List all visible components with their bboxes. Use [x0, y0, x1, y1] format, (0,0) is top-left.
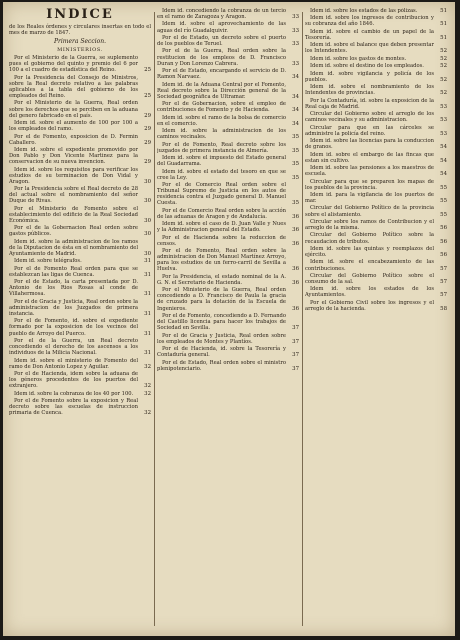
index-entry [157, 128, 299, 140]
index-entry [9, 279, 151, 297]
entry-page-number: 34 [292, 74, 299, 81]
column-rule [154, 12, 155, 626]
entry-text: Por el de Comercio Real orden sobre la acción de las aduanas de Aragon y de Andalucía. [157, 207, 286, 220]
entry-text: Circular del Gobierno Político sobre la recaudacion de tributos. [305, 232, 434, 245]
entry-text: Por el de Fomento sobre la exposicion y Real decreto sobre las escuelas de instruccion primaria de Cuenca. [9, 398, 138, 417]
index-entry [157, 8, 299, 20]
index-entry [305, 111, 447, 123]
entry-text: Por el de Estado, Real orden sobre el ministro plenipotenciario. [157, 359, 286, 372]
entry-text: Por la Presidencia del Consejo de Ministros, sobre la Real decreto relativo a las palabras aplicables a la tabla del gobierno de los empleados del Reino. [9, 74, 138, 100]
entry-text: Idem id. sobre el aumento de 100 por 100 a los empleados del ramo. [9, 120, 138, 133]
index-entry [305, 56, 447, 62]
entry-page-number: 35 [292, 147, 299, 154]
entry-text: Idem id. de la Aduana Central por el Fomento, Real decreto sobre la Dirección general de la Sociedad geográfica de Ultramar. [157, 81, 286, 100]
entry-text: Idem id. sobre el nombramiento de los Intendentes de provincias. [305, 84, 434, 97]
index-entry [9, 371, 151, 389]
entry-text: Idem id. sobre los estados de las pólizas. [310, 8, 418, 14]
entry-text: Por el Ministerio de la Guerra, se suplemento pues el gobierno del quinto y premio del 6 por 100 a el cuadro de estadística del Reino. [9, 55, 138, 74]
index-entry [9, 120, 151, 132]
index-entry [305, 125, 447, 137]
entry-page-number: 54 [440, 171, 447, 178]
entry-page-number: 55 [440, 184, 447, 191]
index-entry [9, 266, 151, 278]
entry-text: Por el de Fomento, exposicion de D. Fermin Caballero. [9, 133, 138, 146]
entry-text: Por la Contaduría, id. sobre la exposicion de la Real caja de Madrid. [305, 97, 434, 110]
index-entry [157, 82, 299, 100]
entry-page-number: 33 [292, 60, 299, 67]
index-entry [157, 21, 299, 33]
entry-text: Por el de Estado, un decreto sobre el puerto de los pueblos de Teruel. [157, 34, 286, 48]
index-entry [305, 259, 447, 271]
entry-page-number: 37 [292, 352, 299, 359]
entry-text: Por el de Fomento, Real decreto sobre los juzgados de primera instancia de Almería. [157, 141, 286, 154]
entry-page-number: 32 [144, 390, 151, 397]
index-entry [9, 75, 151, 99]
index-entry [9, 167, 151, 185]
index-entry [157, 101, 299, 113]
index-entry [9, 398, 151, 416]
index-entry [305, 273, 447, 285]
index-entry [305, 300, 447, 312]
index-entry [9, 206, 151, 224]
entry-page-number: 25 [144, 67, 151, 74]
index-entry [157, 287, 299, 311]
entry-page-number: 37 [292, 338, 299, 345]
entry-text: Por el de la Gobernacion Real orden sobre gastos públicos. [9, 225, 138, 238]
entry-page-number: 31 [144, 311, 151, 317]
entry-text: Por la Presidencia, el estado nominal de la A. G. N. el Secretario de Hacienda. [157, 273, 286, 286]
entry-text: Idem id. sobre el destino de los empleados. [310, 63, 424, 70]
entry-page-number: 30 [144, 250, 151, 257]
entry-text: Por el de Fomento, Real orden sobre la administracion de Don Manuel Martínez Arroyo, para los estudios de un ferro-carril de Sevilla a Huelva. [157, 248, 286, 273]
entry-page-number: 30 [144, 198, 151, 205]
entry-text: Por el Ministerio de la Guerra, Real orden sobre los derechos que se perciben en la aduana del genero fabricado en el país. [9, 100, 138, 119]
subsection-heading: MINISTERIOS. [57, 47, 103, 54]
entry-text: Circular del Gobierno sobre el arreglo de los caminos vecinales y su administracion. [305, 111, 434, 124]
entry-page-number: 25 [144, 93, 151, 100]
entry-page-number: 58 [440, 305, 447, 312]
index-entry [305, 138, 447, 150]
entry-page-number: 33 [292, 41, 299, 48]
index-entry [9, 391, 151, 397]
index-entry [305, 98, 447, 110]
entry-text: Por el Gobierno Civil sobre los ingresos y el arreglo de la hacienda. [305, 299, 434, 312]
entry-text: Por la Presidencia sobre el Real decreto de 28 del actual sobre el nombramiento del señor Duque de Rivas. [9, 186, 138, 205]
index-column-2 [157, 8, 299, 632]
entry-text: Por el de Fomento, id. sobre el expediente formado por la exposicion de los vecinos del pueblo de Arroyo del Puerco. [9, 318, 138, 337]
entry-list [157, 8, 299, 372]
entry-page-number: 36 [292, 213, 299, 220]
entry-page-number: 51 [440, 8, 447, 14]
column-rule [302, 12, 303, 626]
entry-page-number: 54 [440, 157, 447, 164]
entry-text: Idem id. para la vigilancia de los puertos de mar. [305, 191, 434, 205]
entry-text: Por el de Hacienda, idem sobre la aduana de los géneros procedentes de los puertos del extranjero. [9, 371, 138, 390]
entry-page-number: 33 [292, 14, 299, 21]
index-entry [305, 152, 447, 164]
entry-page-number: 51 [440, 21, 447, 28]
entry-page-number: 32 [144, 383, 151, 390]
entry-text: Por el de Gracia y Justicia, Real orden sobre la administracion de los Juzgados de primera instancia. [9, 298, 138, 317]
entry-text: Por el de Gracia y Justicia, Real orden sobre los empleados de Montes y Plantíos. [157, 332, 286, 345]
index-entry [9, 239, 151, 257]
index-entry [157, 142, 299, 154]
entry-text: Idem id. sobre el balance que deben presentar los Intendentes. [305, 42, 434, 55]
entry-page-number: 57 [440, 265, 447, 272]
index-entry [157, 35, 299, 47]
entry-page-number: 53 [440, 130, 447, 137]
index-entry [157, 360, 299, 372]
index-entry [9, 338, 151, 356]
index-entry [157, 333, 299, 345]
entry-text: Circular sobre los ramos de Contribucion y el arreglo de la misma. [305, 218, 434, 232]
entry-text: Idem id. sobre los estados de los Ayuntamientos. [305, 286, 434, 299]
entry-page-number: 34 [292, 93, 299, 100]
entry-text: Idem id. sobre el caso de D. Juan Valle y Nues y la Administracion general del Estado. [157, 221, 286, 234]
index-entry [305, 84, 447, 96]
entry-page-number: 32 [144, 363, 151, 370]
entry-page-number: 56 [440, 238, 447, 245]
entry-text: Circular del Gobierno Político sobre el consumo de la sal. [305, 272, 434, 285]
index-column-1 [9, 8, 151, 632]
index-entry [157, 221, 299, 233]
entry-page-number: 51 [440, 34, 447, 41]
entry-page-number: 33 [292, 27, 299, 34]
entry-page-number: 29 [144, 159, 151, 166]
entry-text: Por el Ministerio de la Guerra, Real orden concediendo a D. Francisco de Paula la gracia de cruzado para la dotación de la Escuela de Ingenieros. [157, 287, 286, 312]
entry-text: Idem id. sobre las licencias para la conduccion de granos. [305, 138, 434, 151]
index-entry [157, 235, 299, 247]
index-entry [157, 169, 299, 181]
entry-text: Por el de Hacienda, id. sobre la Tesorería y Contaduría general. [157, 346, 286, 359]
entry-page-number: 36 [292, 266, 299, 273]
entry-page-number: 35 [292, 134, 299, 141]
entry-text: Idem id. sobre el ramo de la bolsa de comercio en el comercio. [157, 114, 286, 127]
entry-text: Por el de Gobernacion, sobre el empleo de contribuciones de Fomento y de Hacienda. [157, 101, 286, 114]
index-entry [157, 248, 299, 272]
index-entry [9, 100, 151, 118]
index-title: INDICE [46, 8, 114, 22]
entry-page-number: 37 [292, 325, 299, 332]
entry-page-number: 52 [440, 63, 447, 70]
entry-text: Circular del Gobierno Político de la provincia sobre el alistamiento. [305, 205, 434, 218]
entry-page-number: 53 [440, 117, 447, 124]
entry-text: Idem id. sobre el cambio de un papel de la Tesorería. [305, 28, 434, 41]
index-intro: de los Reales órdenes y circulares insertas en todo el mes de marzo de 1847. [9, 24, 151, 37]
index-entry [9, 134, 151, 146]
entry-page-number: 37 [292, 365, 299, 372]
index-entry [9, 225, 151, 237]
index-entry [157, 155, 299, 167]
entry-text: Circular para que en las cárceles se administre la policía del reino. [305, 124, 434, 137]
index-entry [305, 71, 447, 83]
index-entry [157, 274, 299, 286]
entry-text: Idem id. sobre los gastos de montes. [310, 55, 407, 62]
entry-page-number: 52 [440, 48, 447, 55]
entry-page-number: 53 [440, 103, 447, 110]
index-entry [157, 68, 299, 80]
entry-text: Idem id. sobre el encabezamiento de las contribuciones. [305, 259, 434, 272]
entry-text: Idem id. sobre los requisitos para verificar los estudios de su terminacion de Don Vidal y Aragon. [9, 166, 138, 185]
index-entry [9, 358, 151, 370]
entry-page-number: 54 [440, 144, 447, 151]
entry-text: Idem id. sobre telégrafos. [14, 258, 82, 265]
index-entry [157, 208, 299, 220]
entry-text: Idem id. sobre el estado del tesoro en que se cree la Ley. [157, 168, 286, 181]
entry-text: Por el Ministerio de Fomento sobre el establecimiento del edificio de la Real Sociedad Económica. [9, 205, 138, 224]
entry-text: Idem id. sobre la administracion de los caminos vecinales. [157, 128, 286, 141]
entry-list [9, 55, 151, 416]
index-entry [157, 48, 299, 66]
entry-text: Idem id. sobre el embargo de las fincas que estan sin cultivo. [305, 151, 434, 164]
entry-page-number: 57 [440, 292, 447, 299]
entry-text: Idem id. sobre el aprovechamiento de las aguas del río Guadalquivir. [157, 21, 286, 34]
index-entry [305, 219, 447, 231]
index-entry [157, 182, 299, 206]
index-entry [157, 115, 299, 127]
index-entry [9, 258, 151, 264]
entry-text: Por el de Hacienda sobre la reduccion de censos. [157, 234, 286, 247]
entry-page-number: 36 [292, 305, 299, 312]
entry-page-number: 31 [144, 350, 151, 357]
entry-text: Por el de Comercio Real orden sobre el Tribunal Supremo de Justicia en los autos de residencia contra el Juzgado general D. Manuel Cuesta. [157, 182, 286, 207]
entry-page-number: 31 [144, 271, 151, 278]
entry-page-number: 52 [440, 55, 447, 62]
entry-page-number: 30 [144, 178, 151, 185]
entry-page-number: 55 [440, 198, 447, 205]
entry-page-number: 31 [144, 330, 151, 337]
entry-page-number: 29 [144, 139, 151, 146]
section-heading: Primera Seccion. [53, 38, 107, 46]
index-entry [305, 205, 447, 217]
entry-page-number: 35 [292, 174, 299, 181]
entry-page-number: 29 [144, 112, 151, 119]
index-entry [305, 232, 447, 244]
entry-page-number: 56 [440, 252, 447, 259]
entry-text: Idem id. sobre la administracion de los ramos de la Diputacion de ésta en el nombramiento del Ayuntamiento de Madrid. [9, 238, 138, 257]
entry-text: Idem id. sobre la cobranza de los 40 por 100. [14, 390, 134, 397]
entry-page-number: 36 [292, 240, 299, 247]
index-entry [9, 55, 151, 73]
index-entry [9, 147, 151, 165]
entry-text: Por el de la Guerra, un Real decreto concediendo el derecho de los ascensos a los individuos de la Milicia Nacional. [9, 337, 138, 357]
index-entry [305, 29, 447, 41]
entry-text: Por el de Estado, encargando el servicio de D. Ramon Narvaez. [157, 68, 286, 81]
entry-page-number: 35 [292, 200, 299, 207]
entry-text: Idem id. concediendo la cobranza de un tercio en el ramo de Zaragoza y Aragon. [157, 8, 286, 21]
entry-page-number: 55 [440, 211, 447, 218]
index-entry [9, 299, 151, 317]
entry-page-number: 56 [440, 225, 447, 232]
entry-page-number: 34 [292, 107, 299, 114]
entry-page-number: 30 [144, 231, 151, 238]
index-entry [157, 313, 299, 331]
index-column-3 [305, 8, 447, 632]
index-entry [9, 186, 151, 204]
entry-text: Idem id. sobre vigilancia y policía de los pueblos. [305, 70, 434, 83]
entry-text: Idem id. sobre el expediente promovido por Don Pablo y Don Vicente Martinez para la conservacion de su nueva invencion. [9, 146, 138, 166]
index-entry [305, 179, 447, 191]
index-entry [305, 63, 447, 69]
entry-text: Idem id. sobre el ministerio de Fomento del ramo de Don Antonio Lopez y Aguilar. [9, 357, 138, 370]
entry-page-number: 31 [144, 291, 151, 298]
entry-page-number: 34 [292, 120, 299, 127]
entry-page-number: 36 [292, 227, 299, 234]
entry-text: Idem id. sobre el impuesto del Estado general del Guadarrama. [157, 155, 286, 168]
entry-text: Por el de la Guerra, Real orden sobre la restitucion de los empleos de D. Francisco Duran y Don Lorenzo Cabrera. [157, 48, 286, 67]
entry-text: Idem id. sobre las pensiones a los maestros de escuela. [305, 165, 434, 178]
entry-text: Por el de Fomento, concediendo a D. Fernando del Castillo licencia para hacer los trabajos de Sociedad en Sevilla. [157, 312, 286, 332]
index-entry [305, 286, 447, 298]
entry-page-number: 52 [440, 76, 447, 83]
entry-page-number: 29 [144, 126, 151, 133]
entry-text: Por el de Estado, la carta presentada por D. Antonio de los Rios Rosas al conde de Villahermosa. [9, 279, 138, 298]
entry-page-number: 31 [144, 258, 151, 265]
index-entry [305, 165, 447, 177]
entry-list [305, 8, 447, 312]
entry-text: Idem id. sobre las quintas y reemplazos del ejército. [305, 245, 434, 259]
index-entry [305, 42, 447, 54]
entry-page-number: 52 [440, 90, 447, 97]
index-entry [305, 15, 447, 27]
entry-page-number: 35 [292, 161, 299, 168]
document-page [3, 2, 455, 636]
entry-text: Idem id. sobre los ingresos de contribucion y su cobranza del año 1846. [305, 15, 434, 28]
entry-page-number: 30 [144, 217, 151, 224]
index-entry [305, 8, 447, 14]
entry-page-number: 36 [292, 279, 299, 286]
index-entry [157, 346, 299, 358]
entry-text: Circular para que se preparen los mapas de los pueblos de la provincia. [305, 178, 434, 191]
entry-text: Por el de Fomento Real orden para que se establezcan las ligas de Cuenca. [9, 265, 138, 278]
entry-page-number: 32 [144, 410, 151, 417]
entry-page-number: 57 [440, 278, 447, 285]
index-entry [305, 192, 447, 204]
index-entry [9, 318, 151, 336]
index-entry [305, 246, 447, 258]
